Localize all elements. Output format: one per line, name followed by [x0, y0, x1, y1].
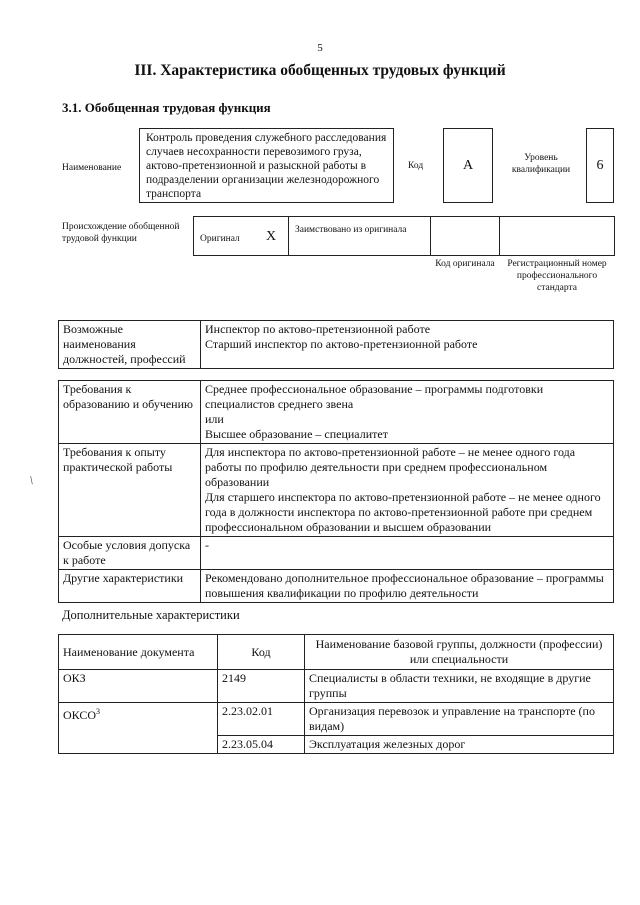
borrowed-label: Заимствовано из оригинала	[295, 225, 407, 235]
table-row	[59, 703, 614, 736]
original-code-cell	[430, 216, 500, 256]
req-education-values	[201, 381, 614, 444]
level-box	[586, 128, 614, 203]
req-experience-values	[201, 444, 614, 537]
req-line: Для старшего инспектора по актово-претензионной работе – не менее одного года в должности инспектора по актово-претензионной работе при среднем профессиональном образовании и высшем образовании	[205, 490, 601, 534]
row-name: Организация перевозок и управление на транспорте (по видам)	[305, 703, 614, 736]
function-name-box	[139, 128, 394, 203]
subsection-title: 3.1. Обобщенная трудовая функция	[62, 100, 271, 115]
row-doc: ОКЗ	[59, 670, 218, 703]
original-mark: X	[266, 229, 277, 244]
code-box	[443, 128, 493, 203]
req-line: или	[205, 412, 224, 426]
code-value: A	[462, 157, 474, 173]
header-name: Наименование базовой группы, должности (профессии) или специальности	[305, 635, 614, 670]
borrowed-cell	[288, 216, 431, 256]
name-label: Наименование	[62, 163, 122, 173]
level-label: Уровень квалификации	[511, 153, 571, 175]
positions-values	[201, 321, 614, 369]
table-header-row	[59, 635, 614, 670]
row-doc	[59, 703, 218, 754]
req-experience-label: Требования к опыту практической работы	[59, 444, 201, 537]
reg-number-cell	[499, 216, 615, 256]
page-number: 5	[317, 42, 323, 54]
req-line: Среднее профессиональное образование – программы подготовки специалистов среднего звена	[205, 382, 544, 411]
positions-table	[58, 320, 614, 369]
code-caption: Код оригинала	[435, 259, 495, 269]
req-other-value: Рекомендовано дополнительное профессиональное образование – программы повышения квалификации по профилю деятельности	[201, 570, 614, 603]
level-value: 6	[596, 157, 604, 173]
req-special-label: Особые условия допуска к работе	[59, 537, 201, 570]
req-line: Для инспектора по актово-претензионной работе – не менее одного года работы по профилю деятельности при среднем профессиональном образовании	[205, 445, 576, 489]
footnote-ref: 3	[96, 707, 101, 716]
position-item: Старший инспектор по актово-претензионной работе	[205, 337, 478, 351]
margin-mark: /	[26, 473, 37, 487]
req-line: Высшее образование – специалитет	[205, 427, 388, 441]
header-doc: Наименование документа	[59, 635, 218, 670]
req-education-label: Требования к образованию и обучению	[59, 381, 201, 444]
additional-title: Дополнительные характеристики	[62, 608, 240, 622]
row-code: 2.23.02.01	[218, 703, 305, 736]
row-code: 2149	[218, 670, 305, 703]
row-name: Специалисты в области техники, не входящие в другие группы	[305, 670, 614, 703]
position-item: Инспектор по актово-претензионной работе	[205, 322, 431, 336]
table-row	[59, 381, 614, 444]
req-other-label: Другие характеристики	[59, 570, 201, 603]
row-code: 2.23.05.04	[218, 736, 305, 754]
original-cell	[193, 216, 289, 256]
origin-label: Происхождение обобщенной трудовой функции	[62, 222, 180, 244]
section-title: III. Характеристика обобщенных трудовых функций	[134, 62, 506, 79]
table-row	[59, 670, 614, 703]
requirements-table	[58, 380, 614, 603]
table-row	[59, 444, 614, 537]
reg-caption: Регистрационный номер профессионального стандарта	[507, 259, 607, 293]
table-row	[59, 570, 614, 603]
code-label: Код	[408, 161, 424, 171]
doc-name: ОКСО	[63, 708, 97, 722]
header-code: Код	[218, 635, 305, 670]
table-row	[59, 537, 614, 570]
row-name: Эксплуатация железных дорог	[305, 736, 614, 754]
table-row	[59, 321, 614, 369]
positions-label: Возможные наименования должностей, профессий	[59, 321, 201, 369]
additional-table	[58, 634, 614, 754]
function-name-value: Контроль проведения служебного расследования случаев несохранности перевозимого груза, актово-претензионной и разыскной работы в подразделении организации железнодорожного транспорта	[146, 132, 387, 200]
req-special-value: -	[201, 537, 614, 570]
original-label: Оригинал	[200, 234, 240, 244]
